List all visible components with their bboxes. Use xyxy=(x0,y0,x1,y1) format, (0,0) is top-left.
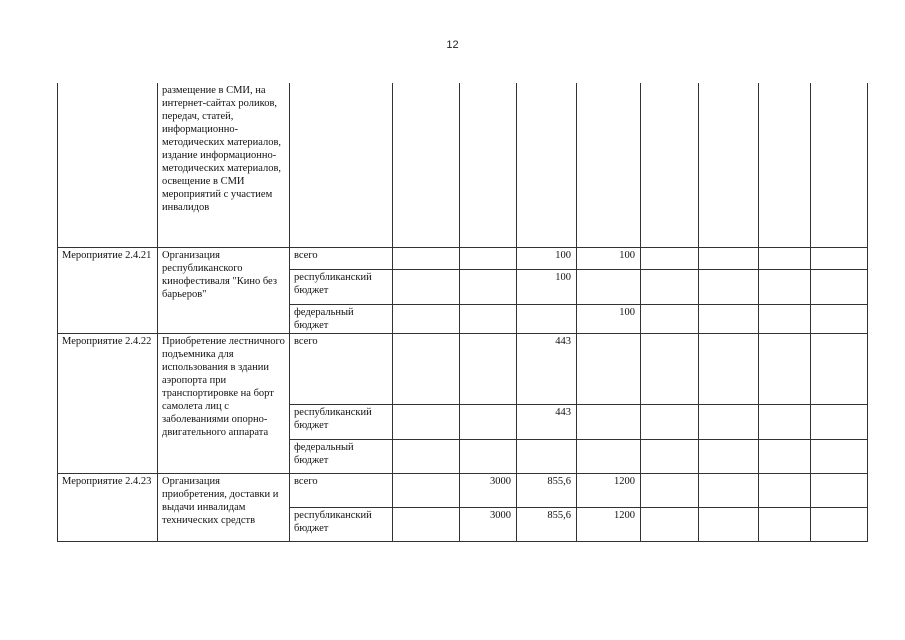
value-cell xyxy=(577,404,641,439)
table-row xyxy=(58,333,868,404)
value-cell: 443 xyxy=(517,404,577,439)
source-cell: всего xyxy=(290,247,393,269)
value-cell xyxy=(641,507,699,541)
event-description-cell: Организация приобретения, доставки и выдачи инвалидам технических средств xyxy=(158,473,290,541)
value-cell xyxy=(460,304,517,333)
table-row xyxy=(58,247,868,269)
value-cell xyxy=(699,439,759,473)
value-cell: 3000 xyxy=(460,473,517,507)
event-id-cell: Мероприятие 2.4.23 xyxy=(58,473,158,541)
value-cell xyxy=(759,304,811,333)
value-cell xyxy=(460,247,517,269)
value-cell: 100 xyxy=(577,247,641,269)
value-cell xyxy=(393,247,460,269)
value-cell xyxy=(393,507,460,541)
value-cell xyxy=(577,439,641,473)
event-description-cell: Приобретение лестничного подъемника для использования в здании аэропорта при транспортировке на борт самолета лиц с заболеваниями опорно-двигательного аппарата xyxy=(158,333,290,473)
table-row xyxy=(58,83,868,247)
source-cell: всего xyxy=(290,473,393,507)
value-cell xyxy=(699,507,759,541)
source-cell: всего xyxy=(290,333,393,404)
value-cell xyxy=(811,269,868,304)
value-cell xyxy=(759,333,811,404)
value-cell xyxy=(393,269,460,304)
value-cell xyxy=(393,473,460,507)
value-cell xyxy=(811,507,868,541)
value-cell xyxy=(641,247,699,269)
value-cell: 855,6 xyxy=(517,473,577,507)
value-cell xyxy=(641,269,699,304)
value-cell xyxy=(759,404,811,439)
value-cell xyxy=(393,333,460,404)
value-cell xyxy=(759,247,811,269)
value-cell xyxy=(759,439,811,473)
value-cell xyxy=(811,473,868,507)
value-cell: 855,6 xyxy=(517,507,577,541)
value-cell xyxy=(699,404,759,439)
value-cell xyxy=(517,304,577,333)
value-cell xyxy=(393,439,460,473)
value-cell xyxy=(641,304,699,333)
budget-table xyxy=(57,83,868,542)
value-cell xyxy=(517,439,577,473)
value-cell: 100 xyxy=(577,304,641,333)
value-cell: 3000 xyxy=(460,507,517,541)
value-cell xyxy=(811,247,868,269)
value-cell xyxy=(460,404,517,439)
value-cell xyxy=(699,333,759,404)
value-cell xyxy=(460,439,517,473)
table-row xyxy=(58,473,868,507)
source-cell: республиканский бюджет xyxy=(290,269,393,304)
value-cell xyxy=(577,269,641,304)
value-cell: 100 xyxy=(517,269,577,304)
event-description-cell: размещение в СМИ, на интернет-сайтах роликов, передач, статей, информационно-методических материалов, издание информационно-методических материалов, освещение в СМИ мероприятий с участием инвалидов xyxy=(158,83,290,247)
value-cell: 100 xyxy=(517,247,577,269)
value-cell xyxy=(811,439,868,473)
value-cell xyxy=(393,404,460,439)
value-cell xyxy=(699,304,759,333)
value-cell xyxy=(460,269,517,304)
value-cell xyxy=(699,247,759,269)
value-cell xyxy=(577,333,641,404)
event-id-cell: Мероприятие 2.4.21 xyxy=(58,247,158,333)
page-number: 12 xyxy=(446,39,459,51)
event-id-cell: Мероприятие 2.4.22 xyxy=(58,333,158,473)
value-cell: 1200 xyxy=(577,507,641,541)
value-cell xyxy=(811,304,868,333)
source-cell: республиканский бюджет xyxy=(290,507,393,541)
value-cell xyxy=(641,333,699,404)
value-cell xyxy=(811,333,868,404)
value-cell xyxy=(759,473,811,507)
source-cell: федеральный бюджет xyxy=(290,439,393,473)
value-cell xyxy=(699,269,759,304)
value-cell: 1200 xyxy=(577,473,641,507)
value-cell xyxy=(699,473,759,507)
value-cell: 443 xyxy=(517,333,577,404)
value-cell xyxy=(759,507,811,541)
event-id-cell xyxy=(58,83,158,247)
value-cell xyxy=(641,439,699,473)
value-cell xyxy=(460,333,517,404)
value-cell xyxy=(641,404,699,439)
value-cell xyxy=(393,304,460,333)
value-cell xyxy=(641,473,699,507)
source-cell: республиканский бюджет xyxy=(290,404,393,439)
value-cell xyxy=(759,269,811,304)
value-cell xyxy=(811,404,868,439)
event-description-cell: Организация республиканского кинофестиваля "Кино без барьеров" xyxy=(158,247,290,333)
source-cell: федеральный бюджет xyxy=(290,304,393,333)
